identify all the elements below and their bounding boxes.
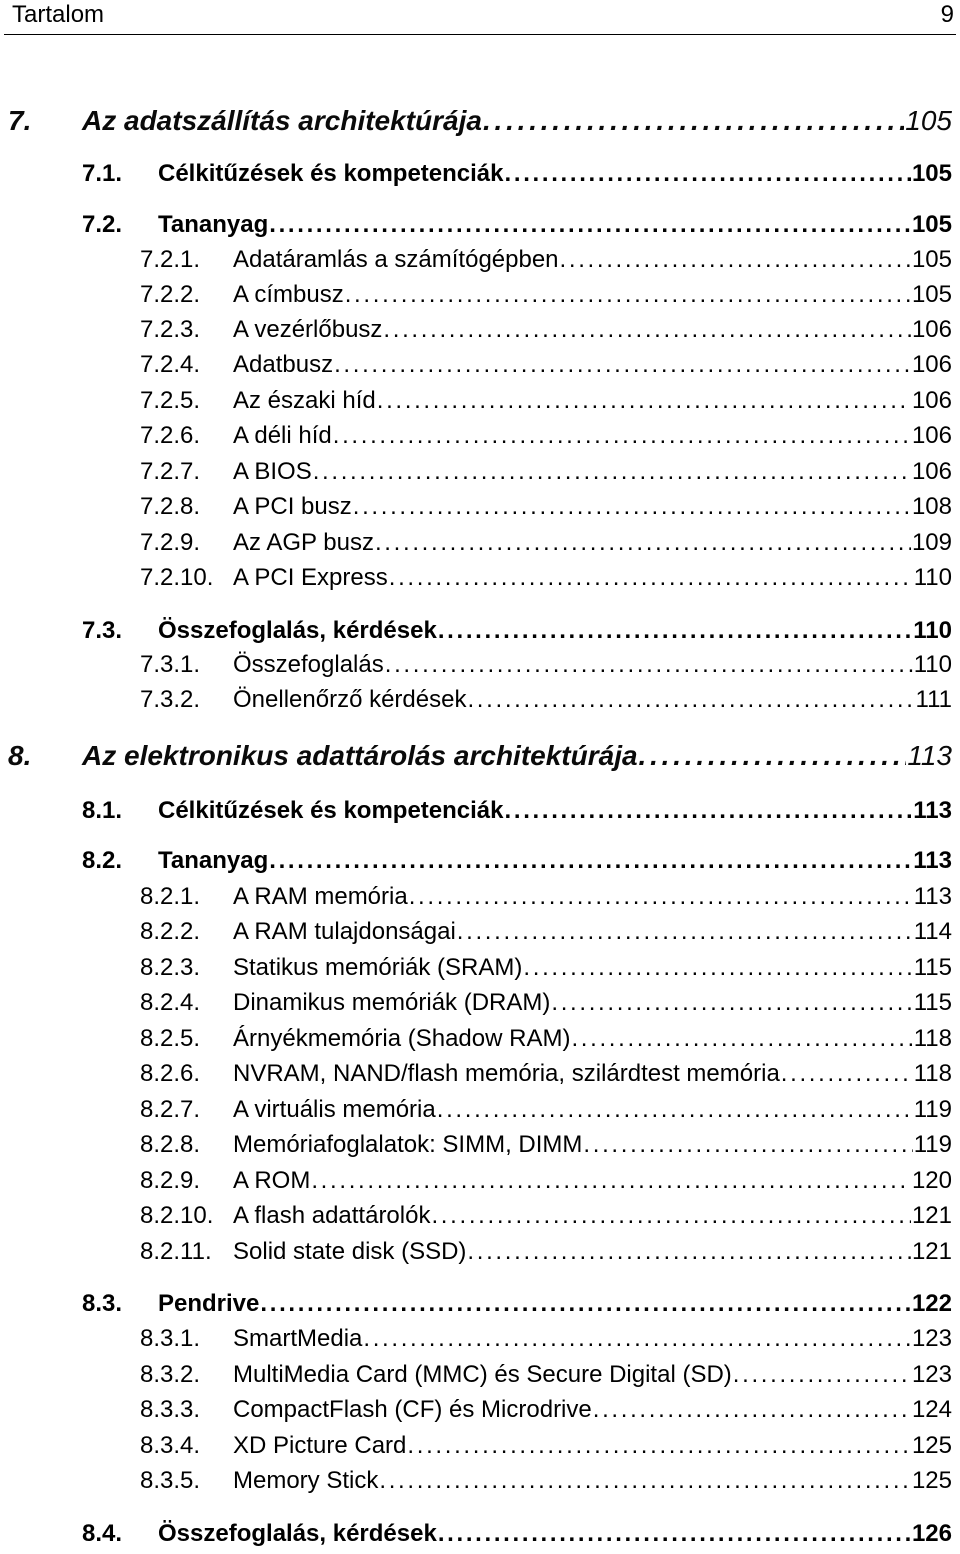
toc-entry-title: Célkitűzések és kompetenciák [158, 160, 504, 187]
toc-entry-title: Összefoglalás, kérdések [158, 1520, 437, 1547]
toc-entry-title: Adatáramlás a számítógépben [233, 246, 559, 273]
toc-entry-page: 105 [911, 160, 952, 187]
toc-subsection-entry[interactable] [140, 651, 952, 679]
toc-entry-number: 8.2.9. [140, 1167, 201, 1194]
toc-subsection-entry[interactable] [140, 387, 952, 415]
toc-entry-title: Pendrive [158, 1290, 260, 1317]
toc-entry-number: 8.1. [82, 797, 123, 824]
toc-section-entry[interactable] [82, 617, 952, 645]
toc-dot-leader [781, 1060, 913, 1088]
toc-dot-leader [505, 797, 913, 825]
toc-entry-number: 7.2. [82, 211, 123, 238]
toc-subsection-entry[interactable] [140, 686, 952, 714]
toc-entry-page: 110 [913, 617, 952, 644]
toc-entry-page: 121 [911, 1202, 952, 1229]
toc-entry-number: 7.2.6. [140, 422, 201, 449]
toc-entry-title: MultiMedia Card (MMC) és Secure Digital (SD) [233, 1361, 732, 1388]
toc-entry-number: 7.2.2. [140, 281, 201, 308]
toc-entry-title: Az AGP busz [233, 529, 374, 556]
toc-subsection-entry[interactable] [140, 246, 952, 274]
toc-entry-page: 125 [911, 1432, 952, 1459]
toc-entry-number: 8.2.10. [140, 1202, 214, 1229]
toc-entry-title: Összefoglalás [233, 651, 384, 678]
toc-section-entry[interactable] [82, 1290, 952, 1318]
toc-entry-page: 114 [913, 918, 952, 945]
toc-subsection-entry[interactable] [140, 1202, 952, 1230]
toc-entry-title: A vezérlőbusz [233, 316, 383, 343]
toc-entry-number: 8.2.2. [140, 918, 201, 945]
toc-entry-title: Statikus memóriák (SRAM) [233, 954, 523, 981]
toc-dot-leader [269, 211, 911, 239]
toc-subsection-entry[interactable] [140, 1131, 952, 1159]
header-page-number: 9 [940, 1, 954, 28]
toc-dot-leader [379, 1467, 911, 1495]
toc-entry-page: 125 [911, 1467, 952, 1494]
toc-subsection-entry[interactable] [140, 1167, 952, 1195]
toc-dot-leader [551, 989, 912, 1017]
toc-dot-leader [313, 458, 911, 486]
toc-entry-title: Solid state disk (SSD) [233, 1238, 467, 1265]
toc-entry-number: 7.1. [82, 160, 123, 187]
toc-dot-leader [311, 1167, 911, 1195]
toc-dot-leader [437, 1096, 913, 1124]
toc-entry-title: CompactFlash (CF) és Microdrive [233, 1396, 592, 1423]
toc-entry-page: 126 [911, 1520, 952, 1547]
toc-entry-title: Összefoglalás, kérdések [158, 617, 437, 644]
toc-entry-page: 111 [915, 686, 952, 713]
toc-dot-leader [457, 918, 913, 946]
toc-subsection-entry[interactable] [140, 989, 952, 1017]
page-header [4, 0, 956, 35]
toc-entry-page: 105 [905, 105, 952, 136]
toc-entry-page: 123 [911, 1325, 952, 1352]
toc-entry-title: XD Picture Card [233, 1432, 407, 1459]
toc-entry-page: 118 [913, 1060, 952, 1087]
toc-entry-page: 106 [911, 458, 952, 485]
toc-dot-leader [431, 1202, 910, 1230]
toc-entry-page: 122 [911, 1290, 952, 1317]
toc-subsection-entry[interactable] [140, 458, 952, 486]
toc-dot-leader [345, 281, 911, 309]
toc-entry-number: 8.2.3. [140, 954, 201, 981]
toc-dot-leader [377, 387, 911, 415]
toc-subsection-entry[interactable] [140, 1025, 952, 1053]
toc-dot-leader [593, 1396, 911, 1424]
toc-dot-leader [333, 422, 911, 450]
toc-entry-number: 8.4. [82, 1520, 123, 1547]
toc-section-entry[interactable] [82, 160, 952, 188]
toc-subsection-entry[interactable] [140, 351, 952, 379]
toc-entry-number: 7.2.9. [140, 529, 201, 556]
toc-entry-number: 7.3.1. [140, 651, 201, 678]
toc-entry-page: 106 [911, 351, 952, 378]
toc-dot-leader [583, 1131, 912, 1159]
toc-entry-number: 8.2.11. [140, 1238, 212, 1265]
toc-entry-page: 121 [911, 1238, 952, 1265]
toc-entry-number: 8.3.2. [140, 1361, 201, 1388]
toc-dot-leader [639, 740, 907, 772]
toc-entry-number: 7.2.5. [140, 387, 201, 414]
toc-dot-leader [467, 1238, 911, 1266]
toc-subsection-entry[interactable] [140, 529, 952, 557]
toc-entry-title: Memory Stick [233, 1467, 379, 1494]
toc-subsection-entry[interactable] [140, 883, 952, 911]
toc-entry-page: 119 [913, 1131, 952, 1158]
toc-entry-page: 106 [911, 316, 952, 343]
toc-dot-leader [438, 1520, 911, 1548]
toc-entry-page: 124 [911, 1396, 952, 1423]
toc-subsection-entry[interactable] [140, 422, 952, 450]
toc-section-entry[interactable] [82, 847, 952, 875]
toc-dot-leader [407, 1432, 911, 1460]
toc-entry-title: Dinamikus memóriák (DRAM) [233, 989, 551, 1016]
toc-section-entry[interactable] [82, 1520, 952, 1548]
toc-dot-leader [523, 954, 912, 982]
toc-entry-number: 7.3.2. [140, 686, 201, 713]
toc-entry-title: A flash adattárolók [233, 1202, 431, 1229]
toc-entry-page: 106 [911, 387, 952, 414]
toc-subsection-entry[interactable] [140, 316, 952, 344]
toc-entry-number: 8.2. [82, 847, 123, 874]
toc-entry-number: 8.2.8. [140, 1131, 201, 1158]
toc-subsection-entry[interactable] [140, 564, 952, 592]
toc-subsection-entry[interactable] [140, 1325, 952, 1353]
toc-entry-number: 7.2.4. [140, 351, 201, 378]
toc-dot-leader [375, 529, 911, 557]
toc-entry-title: A RAM tulajdonságai [233, 918, 456, 945]
toc-subsection-entry[interactable] [140, 1060, 952, 1088]
toc-entry-page: 113 [913, 847, 952, 874]
toc-entry-title: Memóriafoglalatok: SIMM, DIMM [233, 1131, 583, 1158]
toc-entry-title: A címbusz [233, 281, 344, 308]
toc-entry-title: A ROM [233, 1167, 311, 1194]
toc-entry-title: SmartMedia [233, 1325, 363, 1352]
toc-entry-page: 113 [913, 797, 952, 824]
toc-dot-leader [385, 651, 913, 679]
toc-entry-number: 8.2.7. [140, 1096, 201, 1123]
toc-entry-page: 105 [911, 281, 952, 308]
toc-entry-page: 106 [911, 422, 952, 449]
toc-dot-leader [505, 160, 911, 188]
toc-entry-number: 7.2.8. [140, 493, 201, 520]
toc-entry-number: 8. [8, 740, 32, 771]
toc-entry-title: Adatbusz [233, 351, 334, 378]
toc-entry-title: A BIOS [233, 458, 312, 485]
toc-entry-number: 8.2.6. [140, 1060, 201, 1087]
toc-entry-title: Tananyag [158, 847, 269, 874]
toc-dot-leader [363, 1325, 911, 1353]
toc-subsection-entry[interactable] [140, 1396, 952, 1424]
toc-entry-page: 119 [913, 1096, 952, 1123]
toc-entry-title: Tananyag [158, 211, 269, 238]
toc-entry-number: 8.3. [82, 1290, 123, 1317]
toc-entry-title: Árnyékmemória (Shadow RAM) [233, 1025, 571, 1052]
toc-entry-page: 110 [913, 651, 952, 678]
toc-entry-title: Célkitűzések és kompetenciák [158, 797, 504, 824]
toc-entry-number: 7.2.3. [140, 316, 201, 343]
toc-chapter-entry[interactable] [8, 740, 952, 772]
toc-entry-number: 8.2.1. [140, 883, 201, 910]
toc-dot-leader [334, 351, 911, 379]
toc-subsection-entry[interactable] [140, 954, 952, 982]
toc-dot-leader [438, 617, 912, 645]
toc-entry-number: 8.3.4. [140, 1432, 201, 1459]
toc-entry-title: NVRAM, NAND/flash memória, szilárdtest memória [233, 1060, 780, 1087]
toc-subsection-entry[interactable] [140, 1096, 952, 1124]
toc-entry-number: 7.2.1. [140, 246, 201, 273]
toc-entry-page: 113 [913, 883, 952, 910]
toc-entry-title: A RAM memória [233, 883, 408, 910]
toc-subsection-entry[interactable] [140, 493, 952, 521]
toc-entry-title: Az elektronikus adattárolás architektúrája [82, 740, 638, 771]
toc-subsection-entry[interactable] [140, 1467, 952, 1495]
toc-dot-leader [467, 686, 914, 714]
toc-entry-title: A déli híd [233, 422, 332, 449]
toc-entry-page: 123 [911, 1361, 952, 1388]
toc-dot-leader [260, 1290, 911, 1318]
toc-entry-number: 7.2.10. [140, 564, 214, 591]
toc-subsection-entry[interactable] [140, 1361, 952, 1389]
toc-subsection-entry[interactable] [140, 918, 952, 946]
toc-entry-number: 8.3.3. [140, 1396, 201, 1423]
toc-entry-page: 108 [911, 493, 952, 520]
toc-entry-page: 110 [913, 564, 952, 591]
toc-entry-page: 105 [911, 211, 952, 238]
toc-entry-title: A virtuális memória [233, 1096, 436, 1123]
toc-entry-title: A PCI busz [233, 493, 352, 520]
toc-subsection-entry[interactable] [140, 1238, 952, 1266]
toc-entry-number: 8.3.5. [140, 1467, 201, 1494]
toc-entry-page: 115 [913, 989, 952, 1016]
toc-dot-leader [269, 847, 912, 875]
toc-dot-leader [353, 493, 911, 521]
toc-subsection-entry[interactable] [140, 1432, 952, 1460]
toc-dot-leader [409, 883, 913, 911]
toc-entry-number: 7.3. [82, 617, 123, 644]
toc-entry-page: 115 [913, 954, 952, 981]
toc-entry-number: 8.3.1. [140, 1325, 201, 1352]
toc-entry-page: 118 [913, 1025, 952, 1052]
toc-dot-leader [383, 316, 911, 344]
toc-entry-number: 7. [8, 105, 32, 136]
toc-entry-number: 8.2.5. [140, 1025, 201, 1052]
toc-entry-title: Önellenőrző kérdések [233, 686, 467, 713]
toc-entry-page: 120 [911, 1167, 952, 1194]
toc-dot-leader [571, 1025, 912, 1053]
toc-dot-leader [560, 246, 911, 274]
toc-entry-title: A PCI Express [233, 564, 388, 591]
toc-entry-page: 113 [907, 740, 952, 771]
toc-entry-page: 109 [911, 529, 952, 556]
toc-entry-number: 7.2.7. [140, 458, 201, 485]
toc-dot-leader [389, 564, 913, 592]
toc-subsection-entry[interactable] [140, 281, 952, 309]
toc-section-entry[interactable] [82, 797, 952, 825]
toc-dot-leader [733, 1361, 911, 1389]
toc-dot-leader [483, 105, 904, 137]
toc-chapter-entry[interactable] [8, 105, 952, 137]
toc-section-entry[interactable] [82, 211, 952, 239]
toc-entry-title: Az északi híd [233, 387, 376, 414]
toc-entry-number: 8.2.4. [140, 989, 201, 1016]
toc-entry-title: Az adatszállítás architektúrája [82, 105, 482, 136]
toc-entry-page: 105 [911, 246, 952, 273]
header-title: Tartalom [12, 1, 105, 28]
